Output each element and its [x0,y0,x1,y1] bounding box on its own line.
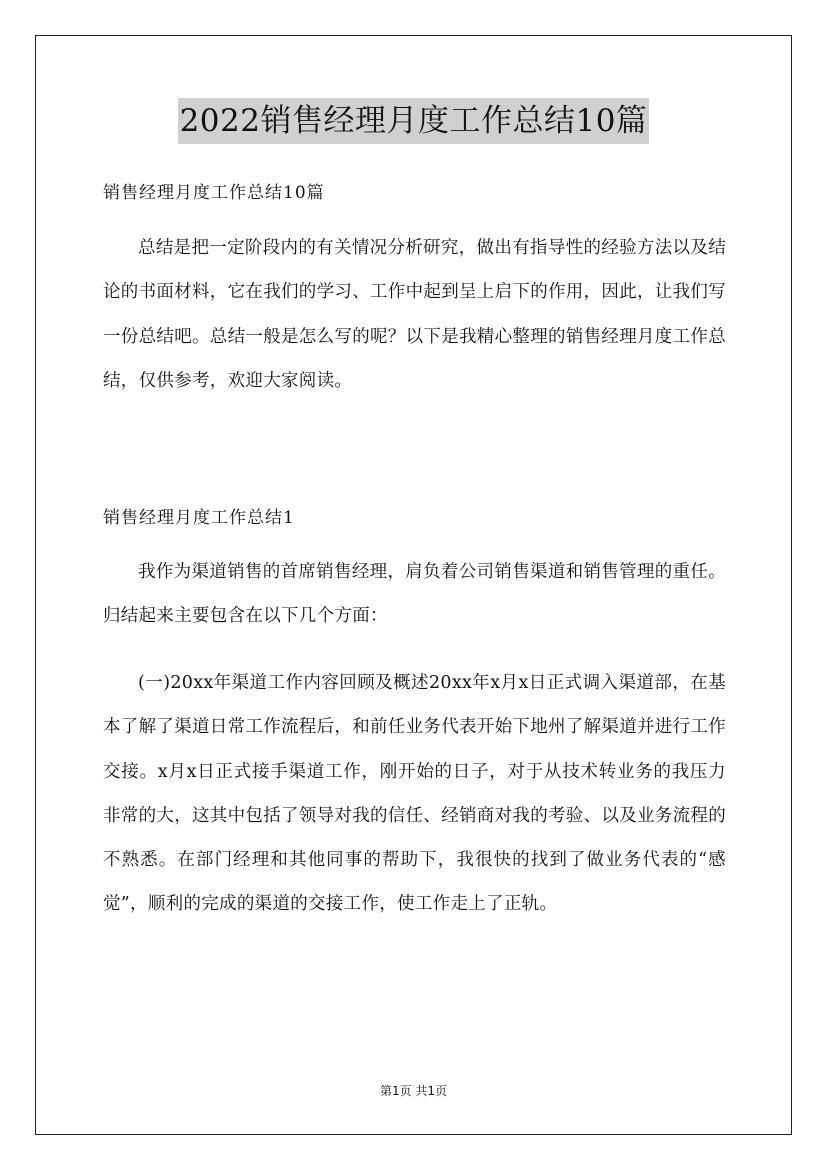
page-footer: 第1页 共1页 [379,1084,448,1098]
section-heading: 销售经理月度工作总结1 [103,508,295,528]
section-paragraph: 我作为渠道销售的首席销售经理，肩负着公司销售渠道和销售管理的重任。归结起来主要包含在以下几个方面： [103,562,726,627]
title-container [0,98,827,144]
intro-paragraph: 总结是把一定阶段内的有关情况分析研究，做出有指导性的经验方法以及结论的书面材料，它在我们的学习、工作中起到呈上启下的作用，因此，让我们写一份总结吧。总结一般是怎么写的呢？以下是我精心整理的销售经理月度工作总结，仅供参考，欢迎大家阅读。 [103,238,726,391]
document-subtitle: 销售经理月度工作总结10篇 [103,183,325,203]
document-title: 2022销售经理月度工作总结10篇 [178,98,650,144]
section-paragraph: (一)20xx年渠道工作内容回顾及概述20xx年x月x日正式调入渠道部，在基本了解了渠道日常工作流程后，和前任业务代表开始下地州了解渠道并进行工作交接。x月x日正式接手渠道工作，刚开始的日子，对于从技术转业务的我压力非常的大，这其中包括了领导对我的信任、经销商对我的考验、以及业务流程的不熟悉。在部门经理和其他同事的帮助下，我很快的找到了做业务代表的“感觉”，顺利的完成的渠道的交接工作，使工作走上了正轨。 [103,673,726,915]
